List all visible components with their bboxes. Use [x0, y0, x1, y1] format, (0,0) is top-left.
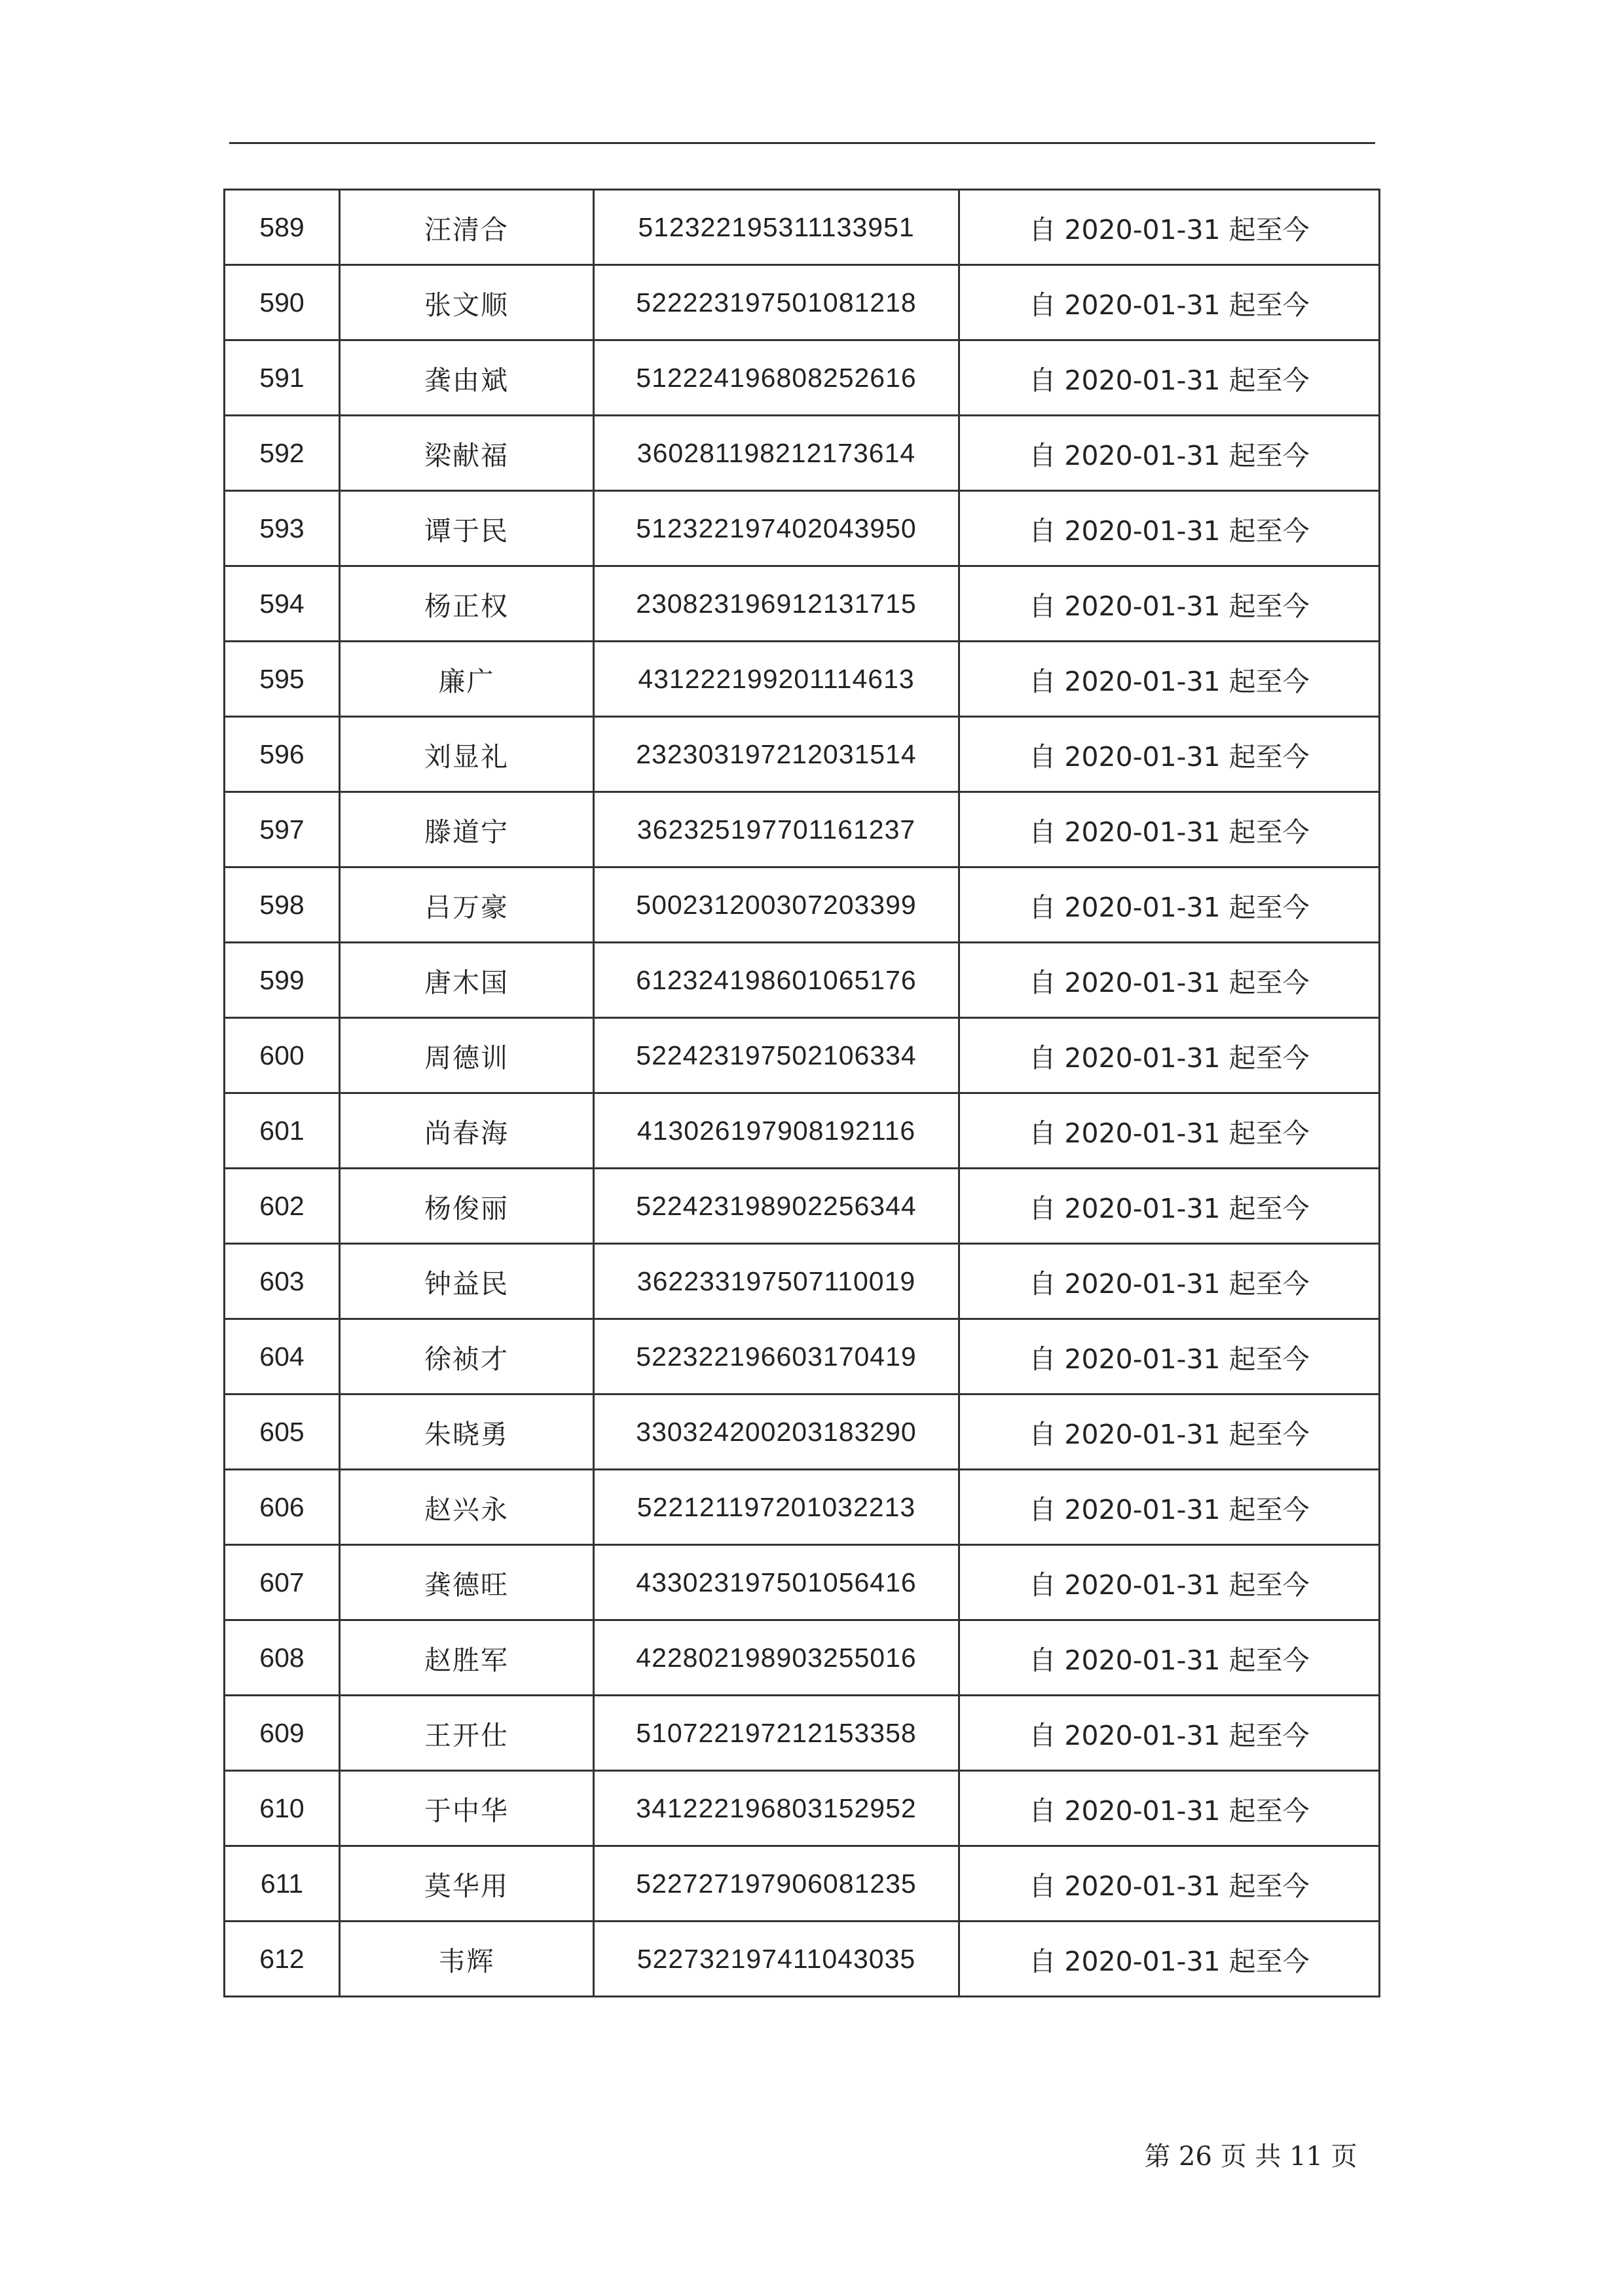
row-number: 601	[225, 1093, 340, 1169]
id-number: 433023197501056416	[594, 1545, 959, 1620]
person-name: 廉广	[340, 642, 594, 717]
row-number: 596	[225, 717, 340, 792]
effective-period: 自 2020-01-31 起至今	[959, 491, 1380, 566]
id-number: 500231200307203399	[594, 867, 959, 943]
id-number: 360281198212173614	[594, 416, 959, 491]
table-row	[225, 1244, 1380, 1319]
effective-period: 自 2020-01-31 起至今	[959, 943, 1380, 1018]
person-name: 赵兴永	[340, 1470, 594, 1545]
table-row	[225, 1771, 1380, 1846]
table-row	[225, 1093, 1380, 1169]
id-number: 413026197908192116	[594, 1093, 959, 1169]
person-name: 赵胜军	[340, 1620, 594, 1696]
person-name: 滕道宁	[340, 792, 594, 867]
table-row	[225, 943, 1380, 1018]
row-number: 591	[225, 340, 340, 416]
table-row	[225, 1319, 1380, 1394]
person-name: 龚由斌	[340, 340, 594, 416]
table-row	[225, 1545, 1380, 1620]
row-number: 605	[225, 1394, 340, 1470]
effective-period: 自 2020-01-31 起至今	[959, 792, 1380, 867]
table-row	[225, 265, 1380, 340]
person-name: 王开仕	[340, 1696, 594, 1771]
effective-period: 自 2020-01-31 起至今	[959, 190, 1380, 265]
table-row	[225, 190, 1380, 265]
id-number: 522322196603170419	[594, 1319, 959, 1394]
row-number: 608	[225, 1620, 340, 1696]
row-number: 606	[225, 1470, 340, 1545]
person-name: 谭于民	[340, 491, 594, 566]
person-name: 韦辉	[340, 1922, 594, 1997]
table-row	[225, 1620, 1380, 1696]
id-number: 512322197402043950	[594, 491, 959, 566]
person-name: 龚德旺	[340, 1545, 594, 1620]
effective-period: 自 2020-01-31 起至今	[959, 642, 1380, 717]
row-number: 612	[225, 1922, 340, 1997]
id-number: 522732197411043035	[594, 1922, 959, 1997]
effective-period: 自 2020-01-31 起至今	[959, 1696, 1380, 1771]
records-table	[223, 189, 1380, 1997]
effective-period: 自 2020-01-31 起至今	[959, 1470, 1380, 1545]
row-number: 607	[225, 1545, 340, 1620]
id-number: 232303197212031514	[594, 717, 959, 792]
row-number: 610	[225, 1771, 340, 1846]
table-row	[225, 1846, 1380, 1922]
row-number: 611	[225, 1846, 340, 1922]
person-name: 周德训	[340, 1018, 594, 1093]
person-name: 钟益民	[340, 1244, 594, 1319]
table-row	[225, 1394, 1380, 1470]
id-number: 431222199201114613	[594, 642, 959, 717]
row-number: 595	[225, 642, 340, 717]
id-number: 330324200203183290	[594, 1394, 959, 1470]
effective-period: 自 2020-01-31 起至今	[959, 566, 1380, 642]
person-name: 张文顺	[340, 265, 594, 340]
person-name: 杨正权	[340, 566, 594, 642]
person-name: 莫华用	[340, 1846, 594, 1922]
id-number: 230823196912131715	[594, 566, 959, 642]
row-number: 598	[225, 867, 340, 943]
id-number: 510722197212153358	[594, 1696, 959, 1771]
row-number: 597	[225, 792, 340, 867]
effective-period: 自 2020-01-31 起至今	[959, 1771, 1380, 1846]
table-row	[225, 1696, 1380, 1771]
id-number: 612324198601065176	[594, 943, 959, 1018]
table-row	[225, 1018, 1380, 1093]
id-number: 362325197701161237	[594, 792, 959, 867]
row-number: 603	[225, 1244, 340, 1319]
effective-period: 自 2020-01-31 起至今	[959, 1846, 1380, 1922]
table-row	[225, 566, 1380, 642]
row-number: 604	[225, 1319, 340, 1394]
effective-period: 自 2020-01-31 起至今	[959, 265, 1380, 340]
row-number: 599	[225, 943, 340, 1018]
table-row	[225, 416, 1380, 491]
table-row	[225, 1470, 1380, 1545]
id-number: 512322195311133951	[594, 190, 959, 265]
row-number: 592	[225, 416, 340, 491]
id-number: 522423197502106334	[594, 1018, 959, 1093]
table-row	[225, 1169, 1380, 1244]
person-name: 唐木国	[340, 943, 594, 1018]
effective-period: 自 2020-01-31 起至今	[959, 1394, 1380, 1470]
table-row	[225, 867, 1380, 943]
id-number: 512224196808252616	[594, 340, 959, 416]
person-name: 杨俊丽	[340, 1169, 594, 1244]
id-number: 362233197507110019	[594, 1244, 959, 1319]
id-number: 522121197201032213	[594, 1470, 959, 1545]
effective-period: 自 2020-01-31 起至今	[959, 1018, 1380, 1093]
person-name: 朱晓勇	[340, 1394, 594, 1470]
person-name: 尚春海	[340, 1093, 594, 1169]
person-name: 刘显礼	[340, 717, 594, 792]
id-number: 522223197501081218	[594, 265, 959, 340]
effective-period: 自 2020-01-31 起至今	[959, 1922, 1380, 1997]
person-name: 吕万豪	[340, 867, 594, 943]
id-number: 522423198902256344	[594, 1169, 959, 1244]
page-footer: 第 26 页 共 11 页	[1144, 2141, 1357, 2172]
table-row	[225, 340, 1380, 416]
id-number: 522727197906081235	[594, 1846, 959, 1922]
effective-period: 自 2020-01-31 起至今	[959, 717, 1380, 792]
table-row	[225, 717, 1380, 792]
person-name: 梁献福	[340, 416, 594, 491]
row-number: 589	[225, 190, 340, 265]
row-number: 609	[225, 1696, 340, 1771]
row-number: 594	[225, 566, 340, 642]
effective-period: 自 2020-01-31 起至今	[959, 1169, 1380, 1244]
person-name: 于中华	[340, 1771, 594, 1846]
effective-period: 自 2020-01-31 起至今	[959, 1620, 1380, 1696]
row-number: 600	[225, 1018, 340, 1093]
row-number: 602	[225, 1169, 340, 1244]
person-name: 徐祯才	[340, 1319, 594, 1394]
effective-period: 自 2020-01-31 起至今	[959, 416, 1380, 491]
effective-period: 自 2020-01-31 起至今	[959, 1093, 1380, 1169]
effective-period: 自 2020-01-31 起至今	[959, 1244, 1380, 1319]
effective-period: 自 2020-01-31 起至今	[959, 1545, 1380, 1620]
header-rule	[229, 142, 1375, 144]
row-number: 593	[225, 491, 340, 566]
effective-period: 自 2020-01-31 起至今	[959, 1319, 1380, 1394]
id-number: 422802198903255016	[594, 1620, 959, 1696]
table-row	[225, 491, 1380, 566]
table-body	[225, 190, 1380, 1997]
effective-period: 自 2020-01-31 起至今	[959, 340, 1380, 416]
table-row	[225, 1922, 1380, 1997]
table-row	[225, 792, 1380, 867]
id-number: 341222196803152952	[594, 1771, 959, 1846]
row-number: 590	[225, 265, 340, 340]
table-row	[225, 642, 1380, 717]
effective-period: 自 2020-01-31 起至今	[959, 867, 1380, 943]
person-name: 汪清合	[340, 190, 594, 265]
